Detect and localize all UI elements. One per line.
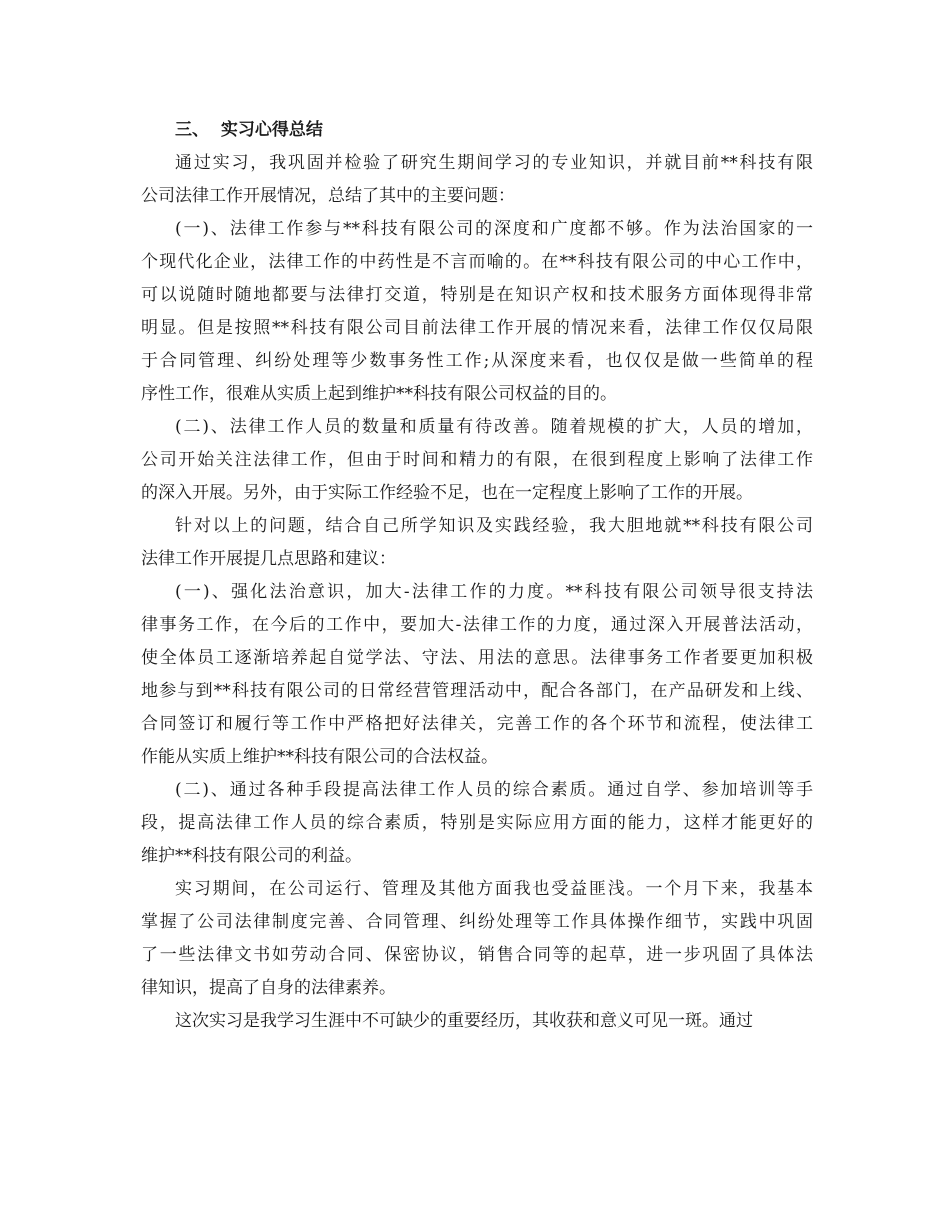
- paragraph: [141, 774, 813, 873]
- paragraph-line: (一)、强化法治意识，加大-法律工作的力度。**科技有限公司领导很支持法: [175, 582, 813, 602]
- paragraph-line: 明显。但是按照**科技有限公司目前法律工作开展的情况来看，法律工作仅仅局限: [141, 318, 813, 338]
- paragraph: [141, 576, 813, 774]
- paragraph: [141, 411, 813, 510]
- paragraph: [141, 873, 813, 1005]
- paragraph-line: 了一些法律文书如劳动合同、保密协议，销售合同等的起草，进一步巩固了具体法: [141, 945, 813, 965]
- paragraph-line: (一)、法律工作参与**科技有限公司的深度和广度都不够。作为法治国家的一: [175, 219, 813, 239]
- paragraph-line: 通过实习，我巩固并检验了研究生期间学习的专业知识，并就目前**科技有限: [175, 153, 813, 173]
- paragraph-line: (二)、通过各种手段提高法律工作人员的综合素质。通过自学、参加培训等手: [175, 780, 813, 800]
- paragraph-line: 作能从实质上维护**科技有限公司的合法权益。: [141, 747, 498, 767]
- paragraph-line: 律知识，提高了自身的法律素养。: [141, 978, 396, 998]
- paragraph-line: 公司开始关注法律工作，但由于时间和精力的有限，在很到程度上影响了法律工作: [141, 450, 813, 470]
- paragraph-line: 个现代化企业，法律工作的中药性是不言而喻的。在**科技有限公司的中心工作中，: [141, 252, 813, 272]
- paragraph-line: 的深入开展。另外，由于实际工作经验不足，也在一定程度上影响了工作的开展。: [141, 483, 753, 503]
- paragraph-line: 可以说随时随地都要与法律打交道，特别是在知识产权和技术服务方面体现得非常: [141, 285, 813, 305]
- paragraph-line: 合同签订和履行等工作中严格把好法律关，完善工作的各个环节和流程，使法律工: [141, 714, 813, 734]
- paragraph: [141, 213, 813, 411]
- paragraph: [141, 510, 813, 576]
- paragraph-line: 段，提高法律工作人员的综合素质，特别是实际应用方面的能力，这样才能更好的: [141, 813, 813, 833]
- paragraph-line: 法律工作开展提几点思路和建议：: [141, 549, 396, 569]
- paragraph-line: 这次实习是我学习生涯中不可缺少的重要经历，其收获和意义可见一斑。通过: [175, 1011, 753, 1031]
- paragraph: [141, 1005, 813, 1038]
- paragraph-line: (二)、法律工作人员的数量和质量有待改善。随着规模的扩大，人员的增加，: [175, 417, 813, 437]
- paragraph: [141, 147, 813, 213]
- section-heading: 三、 实习心得总结: [175, 120, 323, 140]
- paragraph-line: 针对以上的问题，结合自己所学知识及实践经验，我大胆地就**科技有限公司: [175, 516, 813, 536]
- paragraph-line: 公司法律工作开展情况，总结了其中的主要问题：: [141, 186, 515, 206]
- paragraph-line: 律事务工作，在今后的工作中，要加大-法律工作的力度，通过深入开展普法活动，: [141, 615, 813, 635]
- paragraph-line: 掌握了公司法律制度完善、合同管理、纠纷处理等工作具体操作细节，实践中巩固: [141, 912, 813, 932]
- paragraph-line: 于合同管理、纠纷处理等少数事务性工作;从深度来看，也仅仅是做一些简单的程: [141, 351, 813, 371]
- paragraph-line: 实习期间，在公司运行、管理及其他方面我也受益匪浅。一个月下来，我基本: [175, 879, 813, 899]
- paragraph-line: 维护**科技有限公司的利益。: [141, 846, 362, 866]
- paragraph-line: 序性工作，很难从实质上起到维护**科技有限公司权益的目的。: [141, 384, 617, 404]
- document-body: [141, 114, 813, 1038]
- paragraph-list: [141, 147, 813, 1038]
- paragraph-line: 地参与到**科技有限公司的日常经营管理活动中，配合各部门，在产品研发和上线、: [141, 681, 813, 701]
- paragraph-line: 使全体员工逐渐培养起自觉学法、守法、用法的意思。法律事务工作者要更加积极: [141, 648, 813, 668]
